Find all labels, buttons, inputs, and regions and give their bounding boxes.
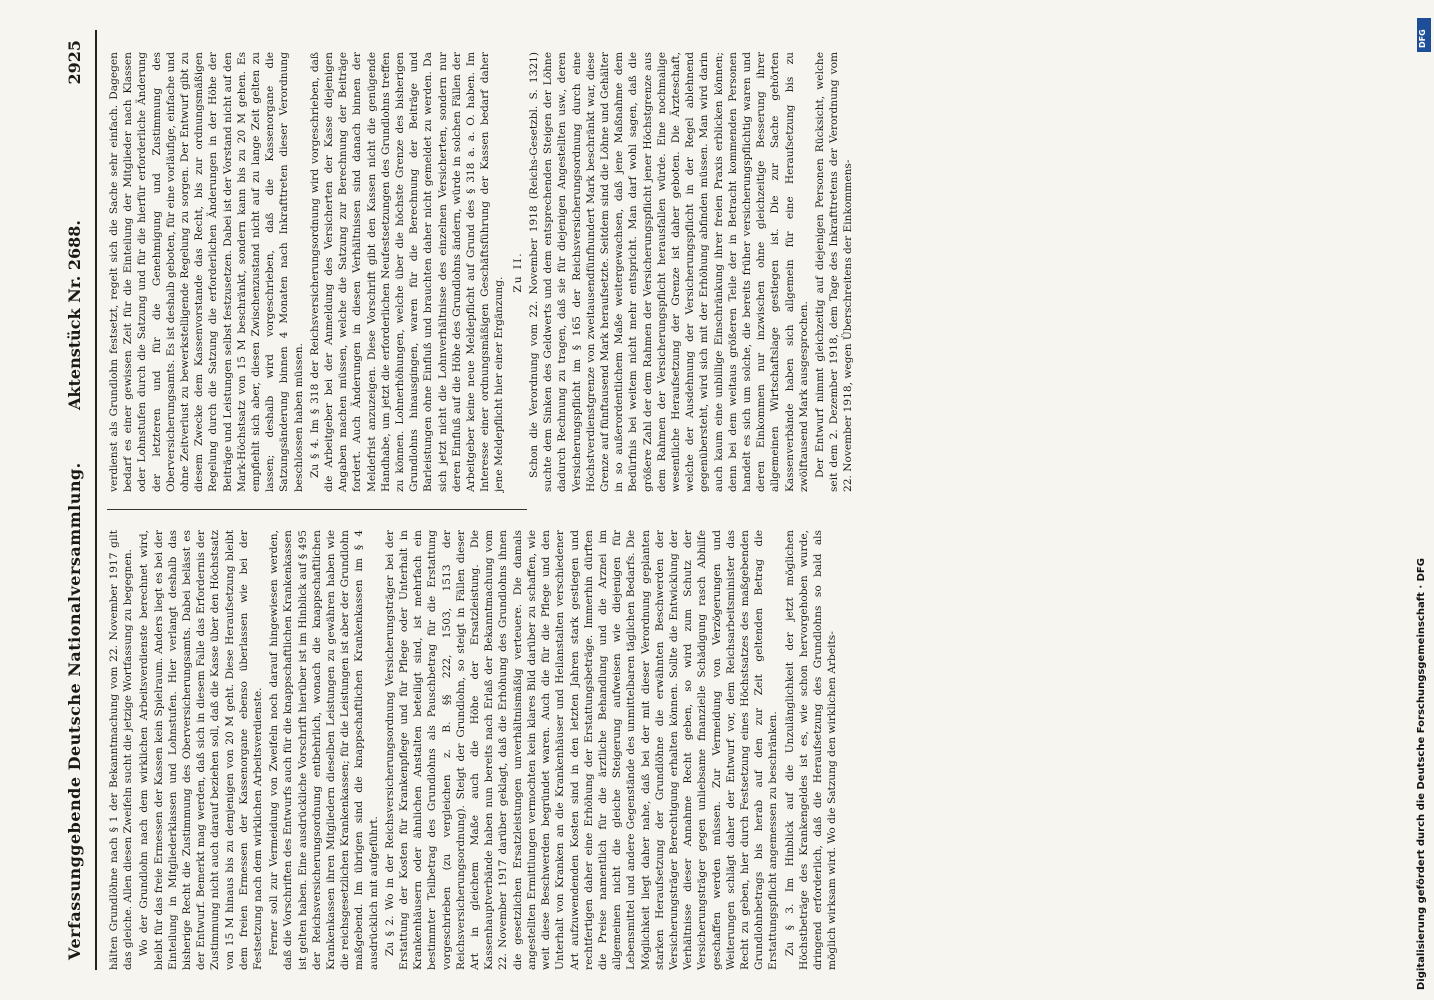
paragraph: Schon die Verordnung vom 22. November 1918 (Reichs-Gesetzbl. S. 1321) suchte dem Sinken des Geldwerts und dem entsprechenden Steigen der Löhne dadurch Rechnung zu tragen, daß sie für diejenigen Angestellten usw., deren Versicherungspflicht im § 165 der Reichsversicherungsordnung durch eine Höchstverdienstgrenze von zweitausendfünfhundert Mark beschränkt war, diese Grenze auf fünftausend Mark heraufsetzte. Seitdem sind die Löhne und Gehälter in so außerordentlichem Maße weitergewachsen, daß jene Maßnahme dem Bedürfnis bei weitem nicht mehr entspricht. Man darf wohl sagen, daß die größere Zahl der dem Rahmen der Versicherungspflicht jener Höchstgrenze aus dem Rahmen der Versicherungspflicht herausfallen würde. Eine nochmalige wesentliche Heraufsetzung der Grenze ist daher geboten. Die Ärzteschaft, welche der Ausdehnung der Versicherungspflicht in der Regel ablehnend gegenübersteht, wird sich mit der Erhöhung abfinden müssen. Man wird darin auch kaum eine unbillige Einschränkung ihrer freien Praxis erblicken können; denn bei dem weitaus größeren Teile der in Betracht kommenden Personen handelt es sich um solche, die bereits früher versicherungspflichtig waren und deren Einkommen nur inzwischen ohne gleichzeitige Besserung ihrer allgemeinen Wirtschaftslage gestiegen ist. Die zur Sache gehörten Kassenverbände haben sich allgemein für eine Heraufsetzung bis zu zwölftausend Mark ausgesprochen. — [527, 52, 810, 492]
paragraph: Zu § 3. Im Hinblick auf die Unzulänglichkeit der jetzt möglichen Höchstbeträge des Krankengeldes ist es, wie schon hervorgehoben wurde, dringend erforderlich, daß die Heraufsetzung des Grundlohns so bald als möglich wirksam wird. Wo die Satzung den wirklichen Arbeits- — [783, 530, 839, 970]
left-column — [107, 530, 841, 970]
rotated-sheet — [55, 30, 1395, 970]
page-number: 2925 — [65, 40, 84, 85]
page-header — [55, 30, 97, 970]
header-title: Verfassunggebende Deutsche Nationalversammlung. — [65, 462, 84, 960]
paragraph: hälten Grundlöhne nach § 1 der Bekanntmachung vom 22. November 1917 gilt das gleiche. Allen diesen Zweifeln sucht die jetzige Wortfassung zu begegnen. — [108, 530, 135, 970]
credit-text: Digitalisierung gefördert durch die Deutsche Forschungsgemeinschaft · DFG — [1416, 558, 1427, 990]
column-divider — [107, 509, 527, 510]
paragraph: Ferner soll zur Vermeidung von Zweifeln noch darauf hingewiesen werden, daß die Vorschriften des Entwurfs auch für die knappschaftlichen Krankenkassen ist gelten haben. Eine ausdrückliche Vorschrift hierüber ist im Hinblick auf § 495 der Reichsversicherungsordnung entbehrlich, wonach die knappschaftlichen Krankenkassen ihren Mitgliedern dieselben Leistungen zu gewähren haben wie die reichsgesetzlichen Krankenkassen; für die Leistungen ist aber der Grundlohn maßgebend. Im übrigen sind die knappschaftlichen Krankenkassen im § 4 ausdrücklich mit aufgeführt. — [268, 530, 380, 970]
paragraph: Zu § 2. Wo in der Reichsversicherungsordnung Versicherungsträger bei der Erstattung der Kosten für Krankenpflege und für Pflege oder Unterhalt in Krankenhäusern oder ähnlichen Anstalten beteiligt sind, ist mehrfach ein bestimmter Teilbetrag des Grundlohns als Pauschbetrag für die Erstattung vorgeschrieben (zu vergleichen z. B. §§ 222, 1503, 1513 der Reichsversicherungsordnung). Steigt der Grundlohn, so steigt in Fällen dieser Art in gleichem Maße auch die Höhe der Ersatzleistung. Die Kassenhauptverbände haben nun bereits nach Erlaß der Bekanntmachung vom 22. November 1917 darüber geklagt, daß die Erhöhung des Grundlohns ihnen die gesetzlichen Ersatzleistungen unverhältnismäßig verteuere. Die damals angestellten Ermittlungen vermochten kein klares Bild darüber zu schaffen, wie weit diese Beschwerden begründet waren. Auch die für die Pflege und den Unterhalt von Kranken an die Krankenhäuser und Heilanstalten verschiedener Art aufzuwendenden Kosten sind in den letzten Jahren stark gestiegen und rechtfertigen daher eine Erhöhung der Erstattungsbeträge. Immerhin dürften die Preise namentlich für die ärztliche Behandlung und die Arznei im allgemeinen nicht die gleiche Steigerung aufweisen wie diejenigen für Lebensmittel und andere Gegenstände des unmittelbaren täglichen Bedarfs. Die Möglichkeit liegt daher nahe, daß bei der mit dieser Verordnung geplanten starken Heraufsetzung der Grundlöhne die erwähnten Beschwerden der Versicherungsträger Berechtigung erhalten können. Sollte die Entwicklung der Verhältnisse dieser Annahme Recht geben, so wird zum Schutz der Versicherungsträger gegen unliebsame finanzielle Schädigung rasch Abhilfe geschaffen werden müssen. Zur Vermeidung von Verzögerungen und Weiterungen schlägt daher der Entwurf vor, dem Reichsarbeitsminister das Recht zu geben, hier durch Festsetzung eines Höchstsatzes des maßgebenden Grundlohnbetrags bis herab auf den zur Zeit geltenden Betrag die Erstattungspflicht angemessen zu beschränken. — [383, 530, 780, 970]
paragraph: verdienst als Grundlohn festsetzt, regelt sich die Sache sehr einfach. Dagegen bedarf es einer gewissen Zeit für die Einteilung der Mitglieder nach Klassen oder Lohnstufen durch die Satzung und für die hierfür erforderliche Änderung der letzteren und für die Genehmigung und Zustimmung des Oberversicherungsamts. Es ist deshalb geboten, für eine vorläufige, einfache und ohne Zeitverlust zu bewerkstelligende Regelung zu sorgen. Der Entwurf gibt zu diesem Zwecke dem Kassenvorstande das Recht, bis zur ordnungsmäßigen Regelung durch die Satzung die erforderlichen Änderungen in der Höhe der Beiträge und Leistungen selbst festzusetzen. Dabei ist der Vorstand nicht auf den Mark-Höchstsatz von 15 M beschränkt, sondern kann bis zu 20 M gehen. Es empfiehlt sich aber, diesen Zwischenzustand nicht auf zu lange Zeit gelten zu lassen; deshalb wird vorgeschrieben, daß die Kassenorgane die Satzungsänderung binnen 4 Monaten nach Inkrafttreten dieser Verordnung beschlossen haben müssen. — [108, 52, 305, 492]
document-number: Aktenstück Nr. 2688. — [65, 220, 84, 410]
digitization-credit — [1414, 10, 1434, 1000]
dfg-logo-icon: DFG — [1417, 18, 1431, 52]
right-column — [107, 52, 858, 492]
paragraph: Der Entwurf nimmt gleichzeitig auf diejenigen Personen Rücksicht, welche seit dem 2. Dezember 1918, dem Tage des Inkrafttretens der Verordnung vom 22. November 1918, wegen Überschreitens der Einkommens- — [813, 52, 855, 492]
paragraph: Wo der Grundlohn nach dem wirklichen Arbeitsverdienste berechnet wird, bleibt für das freie Ermessen der Kassen kein Spielraum. Anders liegt es bei der Einteilung in Mitgliederklassen und Lohnstufen. Hier verlangt deshalb das bisherige Recht die Zustimmung des Oberversicherungsamts. Dabei belässt es der Entwurf. Bemerkt mag werden, daß sich in diesem Falle das Erfordernis der Zustimmung nicht auch darauf beziehen soll, daß die Kasse über den Höchstsatz von 15 M hinaus bis zu demjenigen von 20 M geht. Diese Heraufsetzung bleibt dem freien Ermessen der Kassenorgane ebenso überlassen wie bei der Festsetzung nach dem wirklichen Arbeitsverdienste. — [138, 530, 265, 970]
section-heading: Zu II. — [511, 251, 524, 293]
paragraph: Zu § 4. Im § 318 der Reichsversicherungsordnung wird vorgeschrieben, daß die Arbeitgeber bei der Anmeldung des Versicherten der Kasse diejenigen Angaben machen müssen, welche die Satzung zur Berechnung der Beiträge fordert. Auch Änderungen in diesen Verhältnissen sind danach binnen der Meldefrist anzuzeigen. Diese Vorschrift gibt den Kassen nicht die genügende Handhabe, um jetzt die erforderlichen Neufestsetzungen des Grundlohns treffen zu können. Lohnerhöhungen, welche über die höchste Grenze des bisherigen Grundlohns hinausgingen, waren für die Berechnung der Beiträge und Barleistungen ohne Einfluß und brauchten daher nicht gemeldet zu werden. Da sich jetzt nicht die Lohnverhältnisse des einzelnen Versicherten, sondern nur deren Einfluß auf die Höhe des Grundlohns ändern, würde in solchen Fällen der Arbeitgeber keine neue Meldepflicht auf Grund des § 318 a. a. O. haben. Im Interesse einer ordnungsmäßigen Geschäftsführung der Kassen bedarf daher jene Meldepflicht hier einer Ergänzung. — [308, 52, 506, 492]
